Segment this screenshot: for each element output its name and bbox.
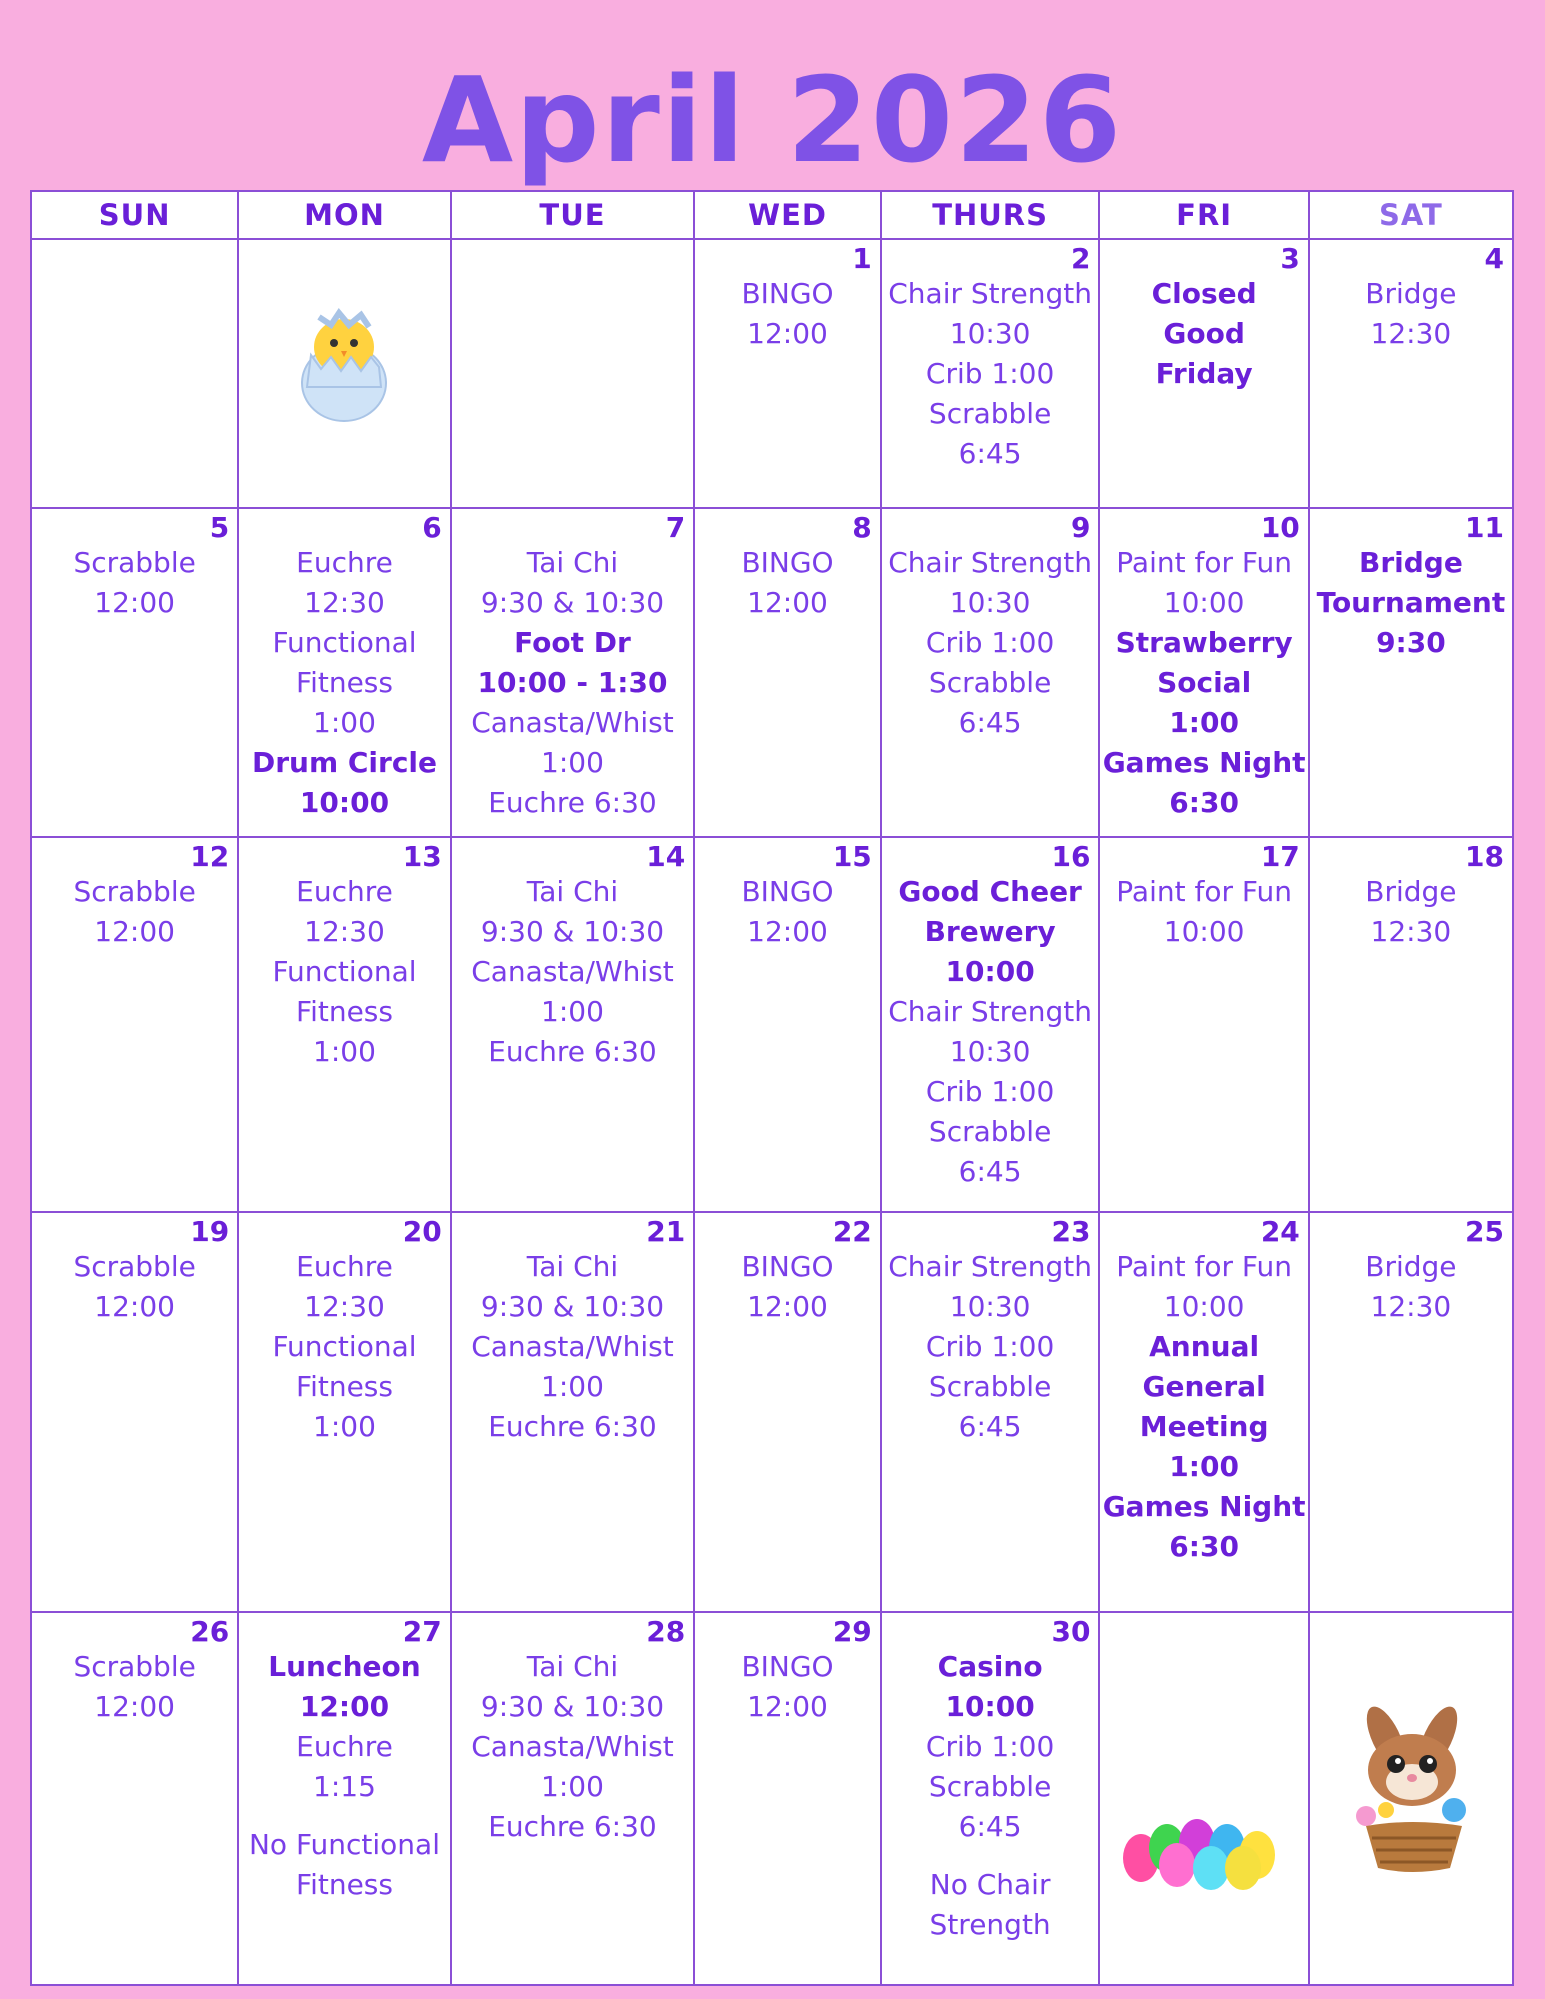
event-line: 6:45: [958, 1410, 1022, 1444]
event-line: 1:00: [541, 1769, 604, 1803]
event-line: Euchre 6:30: [488, 1035, 657, 1069]
chick-in-egg-icon: [289, 295, 399, 429]
event-line: 9:30 & 10:30: [480, 1689, 665, 1723]
event-highlight: 10:00: [945, 1689, 1035, 1723]
event-line: 10:30: [949, 585, 1031, 619]
event-list: [452, 509, 694, 823]
weekday-sat: SAT: [1309, 191, 1513, 239]
event-line: No Functional: [248, 1827, 440, 1861]
event-line: Euchre: [296, 875, 393, 909]
day-cell-mon: [238, 1612, 450, 1985]
event-list: [239, 1213, 449, 1447]
event-line: Crib 1:00: [925, 357, 1055, 390]
day-number: 20: [402, 1215, 442, 1249]
title-month: April: [421, 51, 747, 189]
event-line: Canasta/Whist: [471, 955, 674, 989]
calendar-grid: [30, 190, 1514, 1986]
event-line: Chair Strength: [888, 545, 1092, 579]
event-line: 12:00: [747, 585, 828, 619]
day-cell-mon: [238, 1212, 450, 1611]
event-line: Scrabble: [73, 1250, 196, 1284]
event-highlight: Games Night: [1102, 745, 1306, 779]
day-number: 4: [1484, 242, 1504, 275]
event-list: [452, 240, 694, 274]
event-line: Fitness: [296, 665, 393, 699]
day-cell-sun: [31, 1612, 238, 1985]
day-cell-thurs: [881, 508, 1100, 837]
event-list: [1310, 240, 1512, 354]
bunny-basket-icon: [1326, 1698, 1496, 1882]
event-line: 6:45: [958, 437, 1022, 470]
event-line: 12:30: [1370, 1290, 1452, 1324]
event-highlight: Meeting: [1139, 1410, 1269, 1444]
event-highlight: 1:00: [1169, 1450, 1239, 1484]
event-line: 12:00: [94, 915, 175, 949]
event-line: Scrabble: [928, 665, 1052, 699]
event-line: Bridge: [1365, 1250, 1457, 1284]
event-line: Tai Chi: [526, 545, 619, 579]
event-highlight: Good: [1163, 317, 1245, 350]
event-line: 10:30: [949, 1290, 1031, 1324]
event-line: Fitness: [296, 995, 393, 1029]
day-number: 26: [190, 1614, 230, 1648]
event-spacer: [882, 1847, 1099, 1865]
event-highlight: Annual: [1149, 1330, 1260, 1364]
day-cell-tue: [451, 508, 695, 837]
event-line: Canasta/Whist: [471, 1330, 674, 1364]
day-number: 30: [1051, 1614, 1091, 1648]
day-cell-sat: [1309, 1612, 1513, 1985]
event-line: Tai Chi: [526, 875, 619, 909]
event-line: Canasta/Whist: [471, 705, 674, 739]
day-number: 22: [832, 1215, 872, 1249]
event-highlight: Luncheon: [268, 1649, 421, 1683]
event-list: [32, 509, 237, 623]
day-number: 1: [852, 242, 872, 275]
event-line: Paint for Fun: [1116, 875, 1292, 909]
event-list: [1100, 509, 1307, 823]
event-list: [239, 509, 449, 823]
day-number: 2: [1070, 242, 1091, 275]
day-cell-tue: [451, 1212, 695, 1611]
weekday-tue: TUE: [451, 191, 695, 239]
event-line: 1:00: [313, 705, 376, 739]
event-highlight: General: [1142, 1370, 1266, 1404]
event-line: BINGO: [741, 1250, 834, 1284]
event-line: 12:00: [747, 317, 828, 350]
event-highlight: 12:00: [299, 1689, 390, 1723]
event-line: 12:00: [747, 1689, 828, 1723]
event-line: Fitness: [296, 1867, 393, 1901]
event-highlight: Closed: [1151, 277, 1257, 310]
title-year: 2026: [786, 51, 1124, 189]
event-highlight: 1:00: [1169, 705, 1239, 739]
event-line: 12:30: [1370, 915, 1452, 949]
day-cell-sun: [31, 508, 238, 837]
event-line: Fitness: [296, 1370, 393, 1404]
event-line: 12:00: [94, 585, 175, 619]
day-number: 7: [665, 510, 686, 544]
event-highlight: Strawberry: [1115, 625, 1293, 659]
event-line: 1:15: [313, 1769, 376, 1803]
event-line: 12:00: [747, 915, 828, 949]
day-cell-wed: [694, 837, 881, 1212]
event-highlight: 6:30: [1169, 785, 1239, 819]
event-line: Functional: [272, 1330, 417, 1364]
event-line: 12:30: [1370, 317, 1452, 350]
event-highlight: Brewery: [924, 915, 1056, 949]
event-highlight: Bridge: [1358, 545, 1463, 579]
day-cell-wed: [694, 1612, 881, 1985]
week-row: [31, 508, 1513, 837]
event-line: Crib 1:00: [925, 1330, 1055, 1364]
event-line: Euchre 6:30: [488, 1410, 657, 1444]
event-line: 12:00: [94, 1290, 175, 1324]
event-line: Scrabble: [73, 545, 196, 579]
event-list: [239, 240, 449, 274]
event-highlight: Good Cheer: [898, 875, 1082, 909]
event-line: Euchre: [296, 1729, 393, 1763]
day-cell-sat: [1309, 239, 1513, 508]
event-line: BINGO: [741, 545, 834, 579]
day-cell-thurs: [881, 239, 1100, 508]
day-number: 18: [1465, 840, 1504, 874]
event-line: Tai Chi: [526, 1649, 619, 1683]
event-line: Functional: [272, 955, 417, 989]
event-list: [32, 240, 237, 274]
day-number: 23: [1051, 1215, 1091, 1249]
event-line: Strength: [929, 1907, 1051, 1941]
event-line: 12:00: [94, 1689, 175, 1723]
event-list: [239, 1613, 449, 1905]
event-list: [882, 838, 1099, 1192]
event-line: Scrabble: [928, 1115, 1052, 1149]
event-highlight: 10:00: [945, 955, 1035, 989]
event-line: 1:00: [541, 995, 604, 1029]
event-line: Euchre: [296, 1250, 393, 1284]
event-line: Chair Strength: [888, 277, 1092, 310]
event-line: 12:30: [304, 585, 385, 619]
event-highlight: Casino: [937, 1649, 1043, 1683]
event-list: [452, 1213, 694, 1447]
event-line: 10:00: [1163, 585, 1245, 619]
week-row: [31, 1212, 1513, 1611]
event-line: 9:30 & 10:30: [480, 1290, 665, 1324]
event-line: 10:00: [1163, 915, 1245, 949]
event-list: [239, 838, 449, 1072]
event-line: Scrabble: [928, 1370, 1052, 1404]
event-highlight: Drum Circle: [251, 745, 438, 779]
event-list: [1100, 1213, 1307, 1567]
event-line: 10:30: [949, 1035, 1031, 1069]
day-cell-wed: [694, 239, 881, 508]
event-line: BINGO: [741, 277, 834, 310]
day-number: 21: [646, 1215, 686, 1249]
day-cell-thurs: [881, 1612, 1100, 1985]
event-line: Scrabble: [928, 397, 1052, 430]
event-line: Euchre 6:30: [488, 785, 657, 819]
event-line: Crib 1:00: [925, 1729, 1055, 1763]
event-line: Chair Strength: [888, 995, 1092, 1029]
day-cell-fri: [1099, 1612, 1308, 1985]
day-cell-sat: [1309, 837, 1513, 1212]
day-cell-sun: [31, 239, 238, 508]
day-number: 3: [1280, 242, 1300, 275]
event-line: 12:30: [304, 1290, 385, 1324]
weekday-wed: WED: [694, 191, 881, 239]
event-line: Euchre 6:30: [488, 1809, 657, 1843]
day-cell-tue: [451, 837, 695, 1212]
event-line: Crib 1:00: [925, 625, 1055, 659]
event-line: 9:30 & 10:30: [480, 915, 665, 949]
event-line: 1:00: [541, 745, 604, 779]
weekday-mon: MON: [238, 191, 450, 239]
event-list: [882, 1213, 1099, 1447]
event-line: 10:00: [1163, 1290, 1245, 1324]
event-line: Scrabble: [73, 875, 196, 909]
day-cell-sat: [1309, 508, 1513, 837]
day-number: 25: [1465, 1215, 1504, 1249]
day-cell-mon: [238, 239, 450, 508]
event-line: No Chair: [929, 1867, 1051, 1901]
day-cell-wed: [694, 1212, 881, 1611]
event-line: Crib 1:00: [925, 1075, 1055, 1109]
day-cell-mon: [238, 837, 450, 1212]
event-list: [1100, 1613, 1307, 1647]
day-cell-thurs: [881, 1212, 1100, 1611]
week-row: [31, 239, 1513, 508]
event-line: BINGO: [741, 875, 834, 909]
weekday-sun: SUN: [31, 191, 238, 239]
event-list: [452, 1613, 694, 1847]
day-cell-fri: [1099, 239, 1308, 508]
event-line: 12:00: [747, 1290, 828, 1324]
day-cell-tue: [451, 1612, 695, 1985]
day-number: 17: [1260, 840, 1300, 874]
day-number: 27: [402, 1614, 442, 1648]
event-line: Scrabble: [928, 1769, 1052, 1803]
event-line: 6:45: [958, 1809, 1022, 1843]
event-highlight: Foot Dr: [514, 625, 631, 659]
event-list: [1310, 1613, 1512, 1647]
event-list: [452, 838, 694, 1072]
day-number: 5: [209, 510, 230, 544]
event-list: [882, 240, 1099, 474]
event-highlight: 10:00 - 1:30: [477, 665, 668, 699]
day-cell-wed: [694, 508, 881, 837]
event-line: Paint for Fun: [1116, 1250, 1292, 1284]
day-cell-thurs: [881, 837, 1100, 1212]
day-number: 13: [402, 840, 442, 874]
weekday-fri: FRI: [1099, 191, 1308, 239]
day-number: 6: [422, 510, 442, 544]
day-number: 11: [1465, 510, 1504, 544]
day-number: 9: [1070, 510, 1091, 544]
event-line: Euchre: [296, 545, 393, 579]
event-highlight: Games Night: [1102, 1490, 1306, 1524]
day-number: 28: [646, 1614, 686, 1648]
day-number: 10: [1260, 510, 1300, 544]
event-line: 10:30: [949, 317, 1031, 350]
weekday-header-row: [31, 191, 1513, 239]
event-line: 6:45: [958, 1155, 1022, 1189]
event-list: [882, 509, 1099, 743]
event-highlight: 10:00: [299, 785, 390, 819]
event-line: 1:00: [313, 1410, 376, 1444]
event-line: 1:00: [313, 1035, 376, 1069]
day-number: 15: [832, 840, 872, 874]
day-number: 8: [852, 510, 872, 544]
event-line: 12:30: [304, 915, 385, 949]
event-highlight: Friday: [1155, 357, 1253, 390]
event-line: Tai Chi: [526, 1250, 619, 1284]
day-cell-fri: [1099, 1212, 1308, 1611]
event-line: Bridge: [1365, 875, 1457, 909]
event-highlight: 9:30: [1376, 625, 1446, 659]
day-number: 19: [190, 1215, 230, 1249]
day-number: 24: [1260, 1215, 1300, 1249]
day-cell-fri: [1099, 837, 1308, 1212]
event-line: 1:00: [541, 1370, 604, 1404]
week-row: [31, 837, 1513, 1212]
event-line: Chair Strength: [888, 1250, 1092, 1284]
day-number: 16: [1051, 840, 1091, 874]
event-line: Functional: [272, 625, 417, 659]
event-line: 9:30 & 10:30: [480, 585, 665, 619]
day-number: 12: [190, 840, 230, 874]
day-cell-sun: [31, 837, 238, 1212]
event-line: Bridge: [1365, 277, 1457, 310]
event-line: Canasta/Whist: [471, 1729, 674, 1763]
event-line: 6:45: [958, 705, 1022, 739]
easter-eggs-icon: [1119, 1803, 1289, 1897]
weekday-thurs: THURS: [881, 191, 1100, 239]
event-line: Paint for Fun: [1116, 545, 1292, 579]
day-cell-sun: [31, 1212, 238, 1611]
day-number: 14: [646, 840, 686, 874]
day-number: 29: [832, 1614, 872, 1648]
day-cell-sat: [1309, 1212, 1513, 1611]
day-cell-mon: [238, 508, 450, 837]
day-cell-fri: [1099, 508, 1308, 837]
event-line: Scrabble: [73, 1649, 196, 1683]
event-highlight: Tournament: [1316, 585, 1506, 619]
day-cell-tue: [451, 239, 695, 508]
event-line: BINGO: [741, 1649, 834, 1683]
calendar-title: [0, 50, 1545, 190]
event-highlight: Social: [1157, 665, 1252, 699]
event-list: [882, 1613, 1099, 1945]
event-spacer: [239, 1807, 449, 1825]
event-highlight: 6:30: [1169, 1530, 1239, 1564]
week-row: [31, 1612, 1513, 1985]
event-list: [1100, 240, 1307, 394]
